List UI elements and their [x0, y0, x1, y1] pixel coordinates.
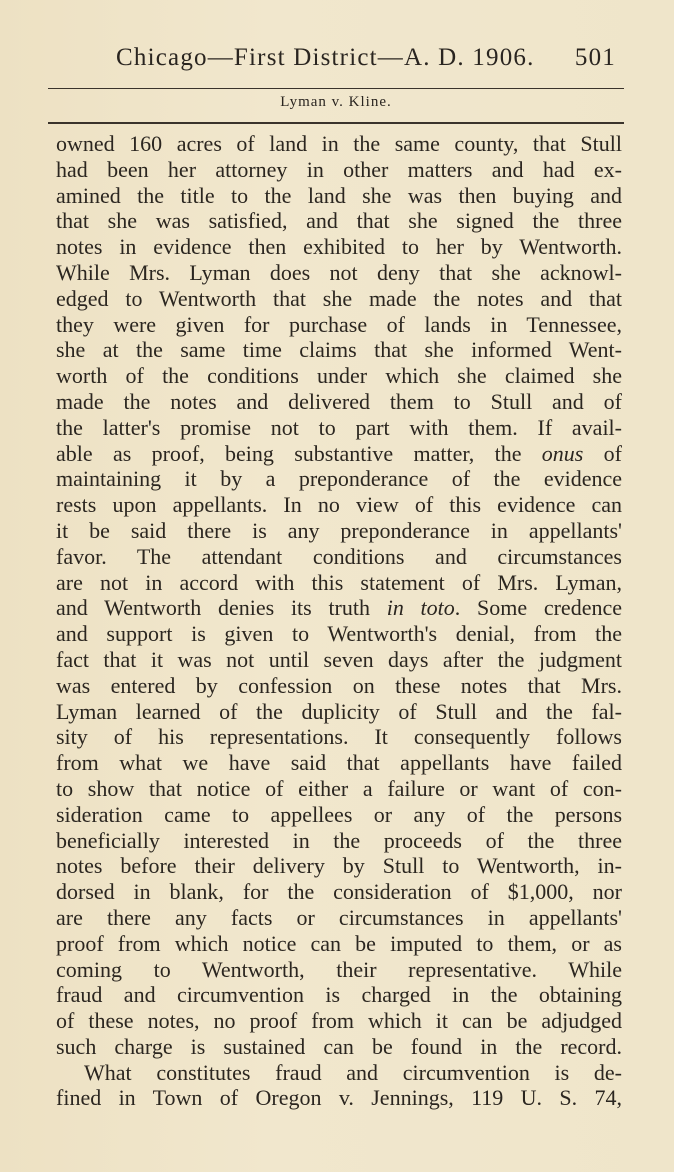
text-line: favor. The attendant conditions and circumstances [56, 543, 622, 569]
text-line: they were given for purchase of lands in Tennessee, [56, 311, 622, 337]
text-line: notes before their delivery by Stull to Wentworth, in- [56, 853, 622, 879]
text-line: notes in evidence then exhibited to her by Wentworth. [56, 234, 622, 260]
text-line: of these notes, no proof from which it can be adjudged [56, 1008, 622, 1034]
text-line: amined the title to the land she was then buying and [56, 182, 622, 208]
text-line-with-italic [56, 595, 622, 621]
text-line: rests upon appellants. In no view of this evidence can [56, 492, 622, 518]
text-line: maintaining it by a preponderance of the evidence [56, 466, 622, 492]
text-segment: of [583, 440, 622, 466]
text-segment: . Some credence [454, 595, 622, 621]
text-line: While Mrs. Lyman does not deny that she acknowl- [56, 259, 622, 285]
text-line: such charge is sustained can be found in the record. [56, 1033, 622, 1059]
text-line: fact that it was not until seven days after the judgment [56, 646, 622, 672]
text-segment: and Wentworth denies its truth [56, 595, 387, 621]
header-rule-top [48, 88, 624, 89]
text-line: proof from which notice can be imputed to them, or as [56, 930, 622, 956]
running-title: Chicago—First District—A. D. 1906. [116, 44, 535, 71]
text-line: the latter's promise not to part with them. If avail- [56, 414, 622, 440]
text-line: beneficially interested in the proceeds of the three [56, 827, 622, 853]
text-line: from what we have said that appellants have failed [56, 750, 622, 776]
text-line: and support is given to Wentworth's denial, from the [56, 621, 622, 647]
text-segment: able as proof, being substantive matter, the [56, 440, 542, 466]
case-caption: Lyman v. Kline. [280, 94, 392, 110]
page-number: 501 [574, 44, 616, 71]
text-line: was entered by confession on these notes that Mrs. [56, 672, 622, 698]
italic-phrase: onus [541, 440, 584, 466]
body-text [56, 131, 622, 1111]
text-line: had been her attorney in other matters and had ex- [56, 156, 622, 182]
text-line-with-italic [56, 441, 622, 467]
text-line: sideration came to appellees or any of the persons [56, 801, 622, 827]
text-line: are there any facts or circumstances in appellants' [56, 904, 622, 930]
text-line: that she was satisfied, and that she signed the three [56, 208, 622, 234]
header-rule-bottom [48, 122, 624, 124]
text-line: fraud and circumvention is charged in the obtaining [56, 982, 622, 1008]
text-line: made the notes and delivered them to Stull and of [56, 388, 622, 414]
text-line: owned 160 acres of land in the same county, that Stull [56, 131, 622, 156]
text-line: to show that notice of either a failure or want of con- [56, 775, 622, 801]
running-head [110, 44, 620, 78]
text-line: are not in accord with this statement of Mrs. Lyman, [56, 569, 622, 595]
text-line: edged to Wentworth that she made the notes and that [56, 285, 622, 311]
text-line: worth of the conditions under which she claimed she [56, 363, 622, 389]
text-line: dorsed in blank, for the consideration of $1,000, nor [56, 879, 622, 905]
text-line: fined in Town of Oregon v. Jennings, 119 U. S. 74, [56, 1085, 622, 1111]
text-line: coming to Wentworth, their representative. While [56, 956, 622, 982]
text-line: Lyman learned of the duplicity of Stull and the fal- [56, 698, 622, 724]
italic-phrase: in toto [386, 595, 455, 621]
text-line: sity of his representations. It consequently follows [56, 724, 622, 750]
text-line: it be said there is any preponderance in appellants' [56, 517, 622, 543]
text-line: What constitutes fraud and circumvention is de- [84, 1059, 622, 1085]
text-line: she at the same time claims that she informed Went- [56, 337, 622, 363]
